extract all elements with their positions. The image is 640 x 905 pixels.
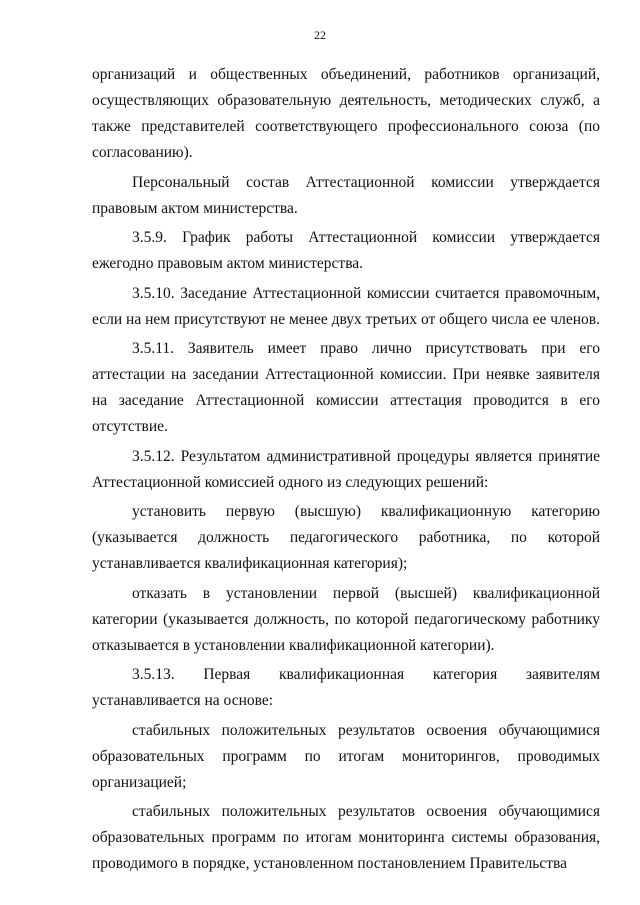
page-number: 22 bbox=[314, 28, 326, 42]
paragraph-3-5-9: 3.5.9. График работы Аттестационной комиссии утверждается ежегодно правовым актом министерства. bbox=[92, 229, 600, 272]
paragraph-decision-refuse: отказать в установлении первой (высшей) квалификационной категории (указывается должность, по которой педагогическому работнику отказывается в установлении квалификационной категории). bbox=[92, 584, 600, 654]
paragraph-continuation: организаций и общественных объединений, работников организаций, осуществляющих образовательную деятельность, методических служб, а также представителей соответствующего профессионального союза (по согласованию). bbox=[92, 66, 600, 161]
paragraph-3-5-12: 3.5.12. Результатом административной процедуры является принятие Аттестационной комиссией одного из следующих решений: bbox=[92, 447, 600, 491]
paragraph-3-5-11: 3.5.11. Заявитель имеет право лично присутствовать при его аттестации на заседании Аттестационной комиссии. При неявке заявителя на заседание Аттестационной комиссии аттестация проводится в его отсутствие. bbox=[92, 340, 600, 435]
paragraph-3-5-13: 3.5.13. Первая квалификационная категория заявителям устанавливается на основе: bbox=[92, 666, 600, 709]
paragraph-basis-monitoring-system: стабильных положительных результатов освоения обучающимися образовательных программ по итогам мониторинга системы образования, проводимого в порядке, установленном постановлением Правительства bbox=[92, 803, 600, 872]
paragraph-decision-establish: установить первую (высшую) квалификационную категорию (указывается должность педагогического работника, по которой устанавливается квалификационная категория); bbox=[92, 503, 600, 572]
paragraph-3-5-10: 3.5.10. Заседание Аттестационной комиссии считается правомочным, если на нем присутствуют не менее двух третьих от общего числа ее членов. bbox=[92, 284, 600, 328]
paragraph-basis-monitoring-org: стабильных положительных результатов освоения обучающимися образовательных программ по итогам мониторингов, проводимых организацией; bbox=[92, 721, 600, 791]
paragraph-personal-composition: Персональный состав Аттестационной комиссии утверждается правовым актом министерства. bbox=[92, 173, 600, 217]
document-body bbox=[92, 62, 600, 881]
